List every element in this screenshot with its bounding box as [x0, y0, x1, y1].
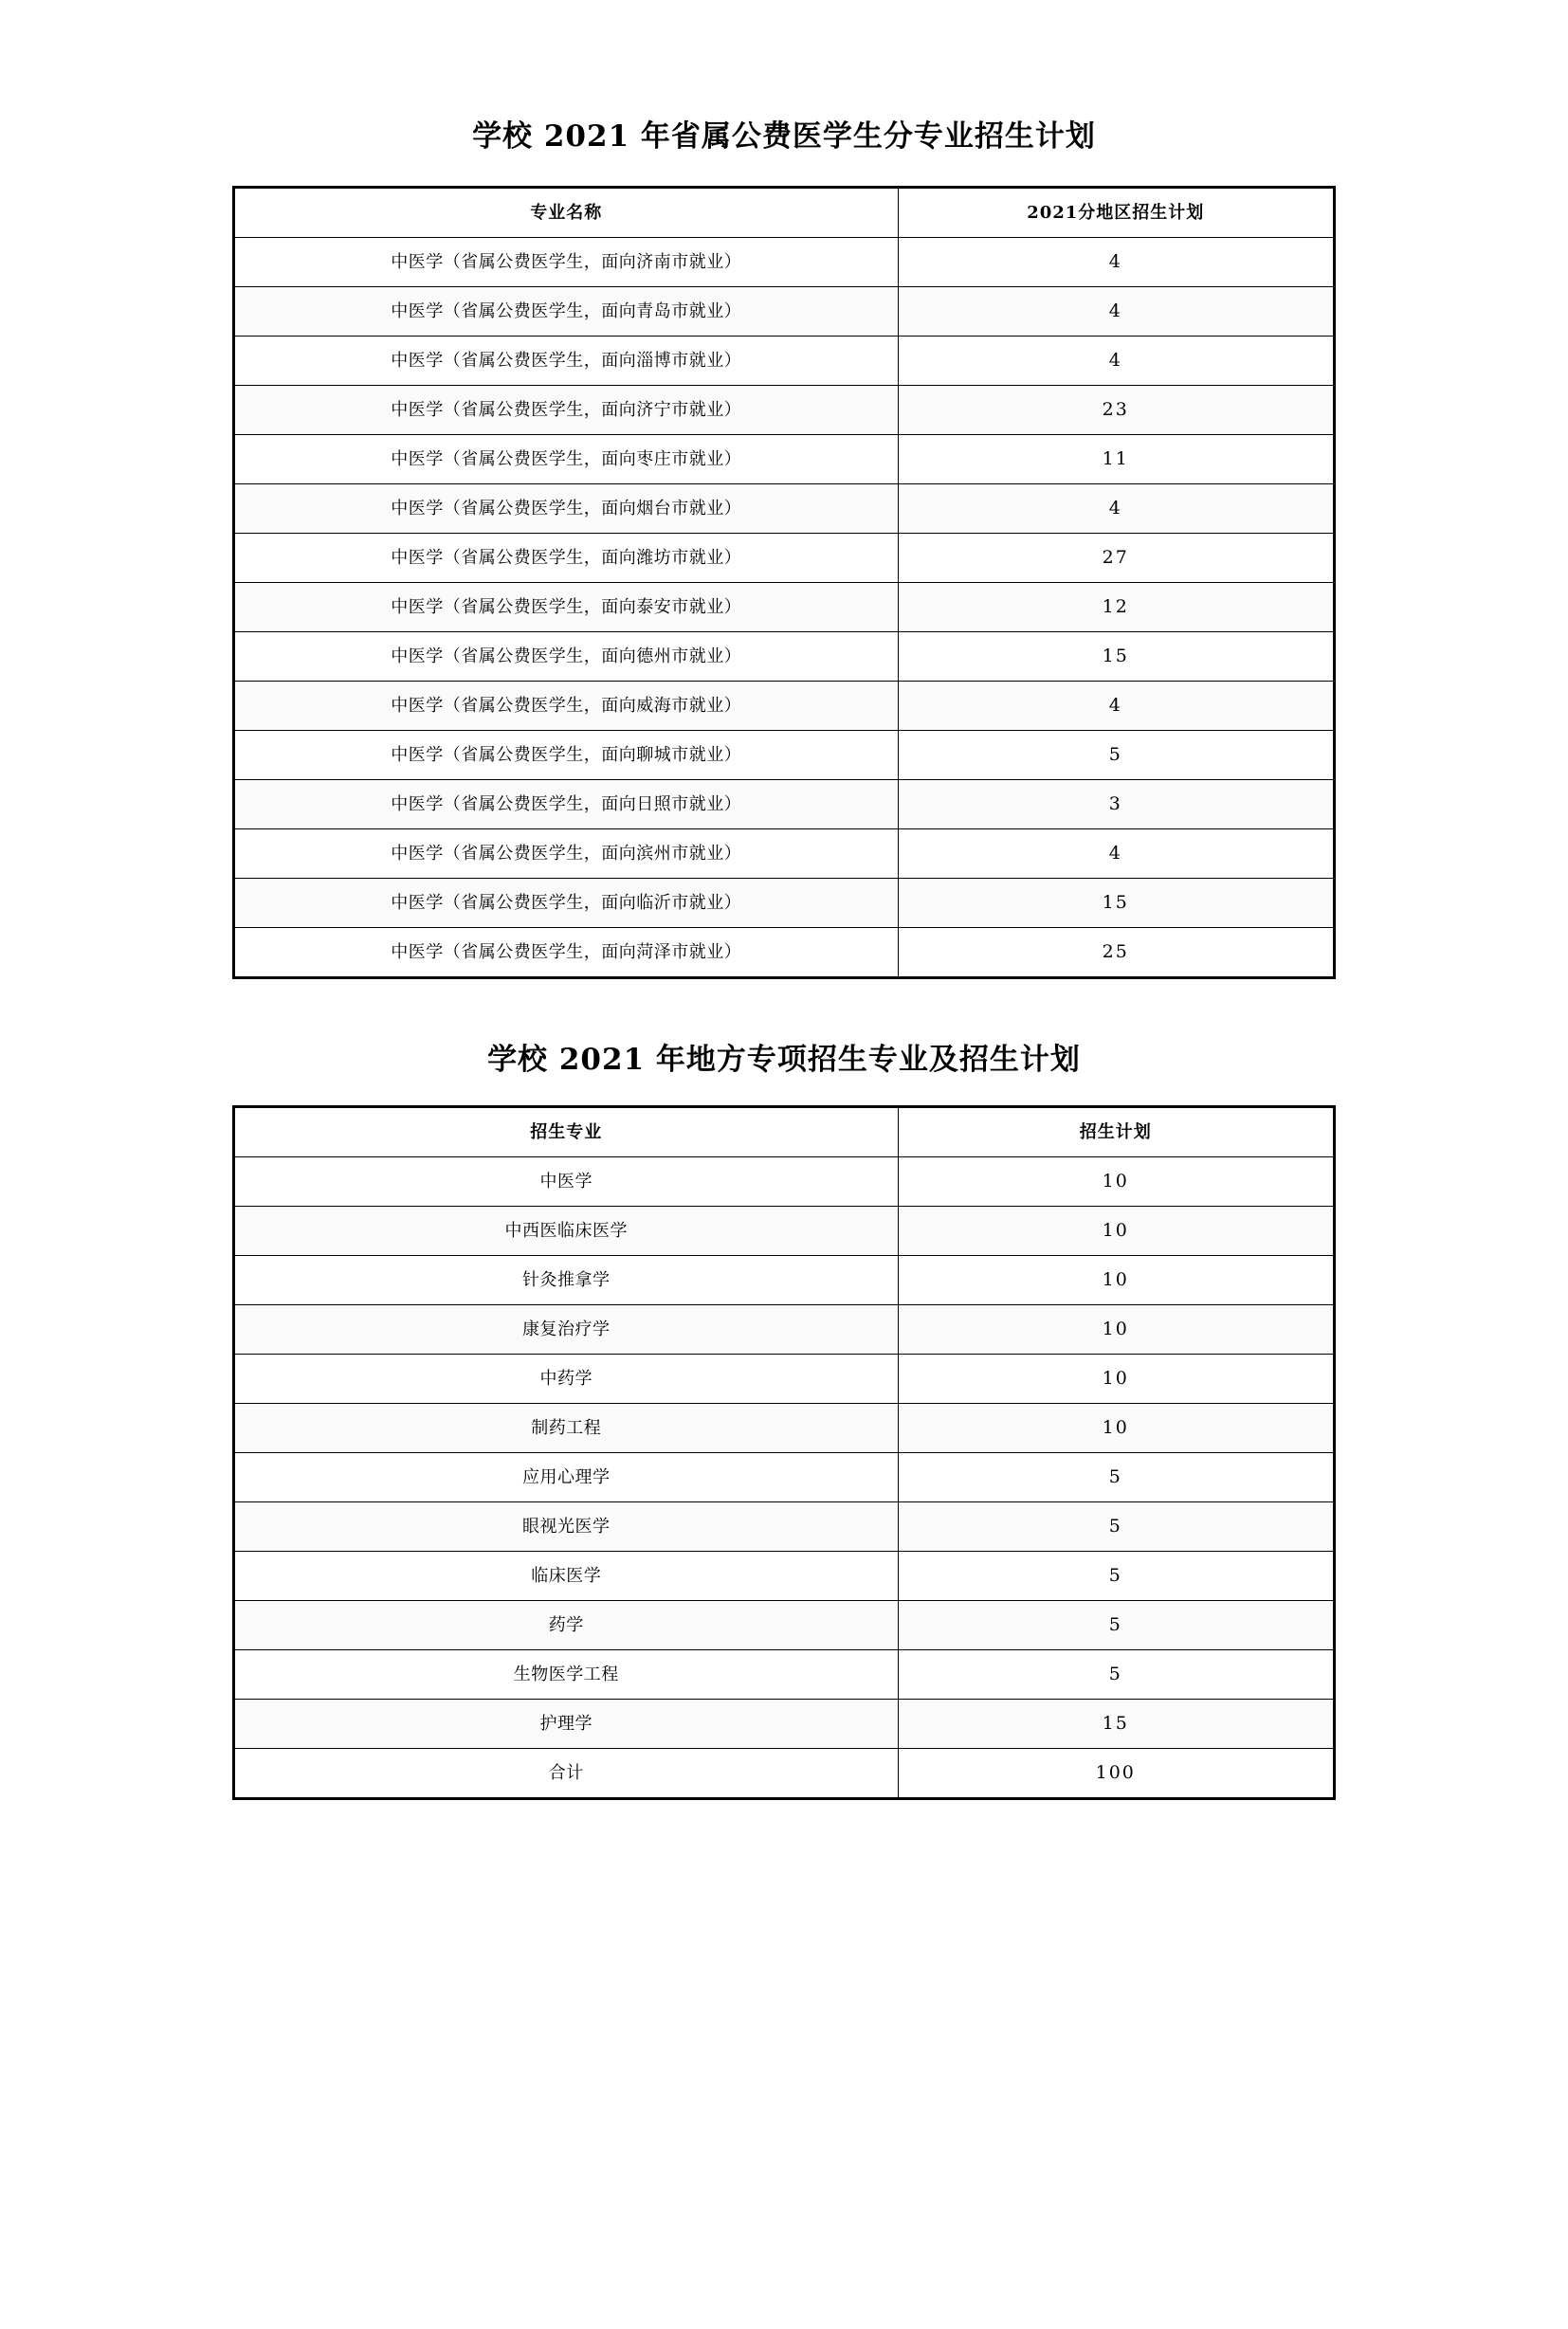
cell-major: 中医学（省属公费医学生，面向枣庄市就业）	[234, 435, 898, 484]
cell-major: 中药学	[234, 1355, 898, 1404]
table-row	[234, 1207, 1334, 1256]
table-row	[234, 1601, 1334, 1650]
cell-major: 针灸推拿学	[234, 1256, 898, 1305]
table-row-total	[234, 1749, 1334, 1799]
cell-plan: 5	[898, 1552, 1334, 1601]
table-row	[234, 928, 1334, 978]
cell-plan: 3	[898, 780, 1334, 829]
cell-plan: 5	[898, 1650, 1334, 1700]
cell-plan: 12	[898, 583, 1334, 632]
cell-major: 中医学（省属公费医学生，面向淄博市就业）	[234, 337, 898, 386]
table-row	[234, 1453, 1334, 1502]
table-row	[234, 386, 1334, 435]
cell-major: 中医学（省属公费医学生，面向日照市就业）	[234, 780, 898, 829]
table-row	[234, 632, 1334, 682]
cell-major: 中医学（省属公费医学生，面向滨州市就业）	[234, 829, 898, 879]
table-row	[234, 1502, 1334, 1552]
section-local-special-plan	[0, 1035, 1568, 1799]
cell-plan: 5	[898, 731, 1334, 780]
cell-plan: 4	[898, 238, 1334, 287]
table-row	[234, 583, 1334, 632]
cell-major: 中医学（省属公费医学生，面向聊城市就业）	[234, 731, 898, 780]
table-header-row	[234, 188, 1334, 238]
table-row	[234, 1700, 1334, 1749]
cell-major: 中医学（省属公费医学生，面向烟台市就业）	[234, 484, 898, 534]
table-row	[234, 484, 1334, 534]
table-local-special-plan	[233, 1106, 1335, 1799]
table-row	[234, 1552, 1334, 1601]
section-provincial-funded-medical-students	[0, 112, 1568, 978]
cell-major: 中医学（省属公费医学生，面向临沂市就业）	[234, 879, 898, 928]
cell-major: 生物医学工程	[234, 1650, 898, 1700]
table-wrap-local-special	[0, 1106, 1568, 1799]
cell-plan: 10	[898, 1157, 1334, 1207]
cell-plan: 5	[898, 1601, 1334, 1650]
cell-plan: 10	[898, 1256, 1334, 1305]
cell-plan: 10	[898, 1207, 1334, 1256]
cell-plan: 15	[898, 632, 1334, 682]
table-row	[234, 337, 1334, 386]
cell-major: 护理学	[234, 1700, 898, 1749]
cell-major: 应用心理学	[234, 1453, 898, 1502]
cell-major: 中医学（省属公费医学生，面向德州市就业）	[234, 632, 898, 682]
cell-plan: 5	[898, 1502, 1334, 1552]
cell-plan: 25	[898, 928, 1334, 978]
cell-plan: 23	[898, 386, 1334, 435]
cell-plan: 4	[898, 829, 1334, 879]
table-row	[234, 731, 1334, 780]
cell-major: 中医学（省属公费医学生，面向潍坊市就业）	[234, 534, 898, 583]
table-body-provincial	[234, 238, 1334, 978]
column-header-major: 招生专业	[234, 1107, 898, 1157]
table-row	[234, 1157, 1334, 1207]
cell-major: 中医学（省属公费医学生，面向泰安市就业）	[234, 583, 898, 632]
table-row	[234, 1650, 1334, 1700]
cell-major: 中医学（省属公费医学生，面向济宁市就业）	[234, 386, 898, 435]
column-header-plan: 2021分地区招生计划	[898, 188, 1334, 238]
cell-major: 中医学（省属公费医学生，面向青岛市就业）	[234, 287, 898, 337]
cell-major: 中医学	[234, 1157, 898, 1207]
table-header-row	[234, 1107, 1334, 1157]
cell-major: 中西医临床医学	[234, 1207, 898, 1256]
cell-major: 制药工程	[234, 1404, 898, 1453]
cell-plan: 10	[898, 1404, 1334, 1453]
cell-total-label: 合计	[234, 1749, 898, 1799]
cell-major: 临床医学	[234, 1552, 898, 1601]
table-row	[234, 287, 1334, 337]
cell-major: 中医学（省属公费医学生，面向济南市就业）	[234, 238, 898, 287]
cell-plan: 4	[898, 337, 1334, 386]
table-row	[234, 1256, 1334, 1305]
cell-plan: 4	[898, 682, 1334, 731]
column-header-plan: 招生计划	[898, 1107, 1334, 1157]
cell-plan: 15	[898, 879, 1334, 928]
section-title-provincial: 学校 2021 年省属公费医学生分专业招生计划	[472, 119, 1096, 154]
table-row	[234, 682, 1334, 731]
table-row	[234, 780, 1334, 829]
cell-plan: 11	[898, 435, 1334, 484]
cell-plan: 27	[898, 534, 1334, 583]
cell-plan: 4	[898, 484, 1334, 534]
table-row	[234, 534, 1334, 583]
cell-major: 眼视光医学	[234, 1502, 898, 1552]
table-provincial-plan	[233, 187, 1335, 978]
cell-major: 中医学（省属公费医学生，面向菏泽市就业）	[234, 928, 898, 978]
section-title-local-special: 学校 2021 年地方专项招生专业及招生计划	[487, 1043, 1081, 1077]
cell-major: 药学	[234, 1601, 898, 1650]
table-row	[234, 1404, 1334, 1453]
cell-plan: 15	[898, 1700, 1334, 1749]
column-header-major: 专业名称	[234, 188, 898, 238]
table-row	[234, 435, 1334, 484]
cell-major: 康复治疗学	[234, 1305, 898, 1355]
document-page	[0, 112, 1568, 2329]
table-wrap-provincial	[0, 187, 1568, 978]
cell-major: 中医学（省属公费医学生，面向威海市就业）	[234, 682, 898, 731]
cell-plan: 10	[898, 1305, 1334, 1355]
table-row	[234, 879, 1334, 928]
cell-total-value: 100	[898, 1749, 1334, 1799]
table-body-local-special	[234, 1157, 1334, 1799]
table-row	[234, 1355, 1334, 1404]
table-row	[234, 1305, 1334, 1355]
cell-plan: 4	[898, 287, 1334, 337]
cell-plan: 10	[898, 1355, 1334, 1404]
table-row	[234, 829, 1334, 879]
cell-plan: 5	[898, 1453, 1334, 1502]
table-row	[234, 238, 1334, 287]
